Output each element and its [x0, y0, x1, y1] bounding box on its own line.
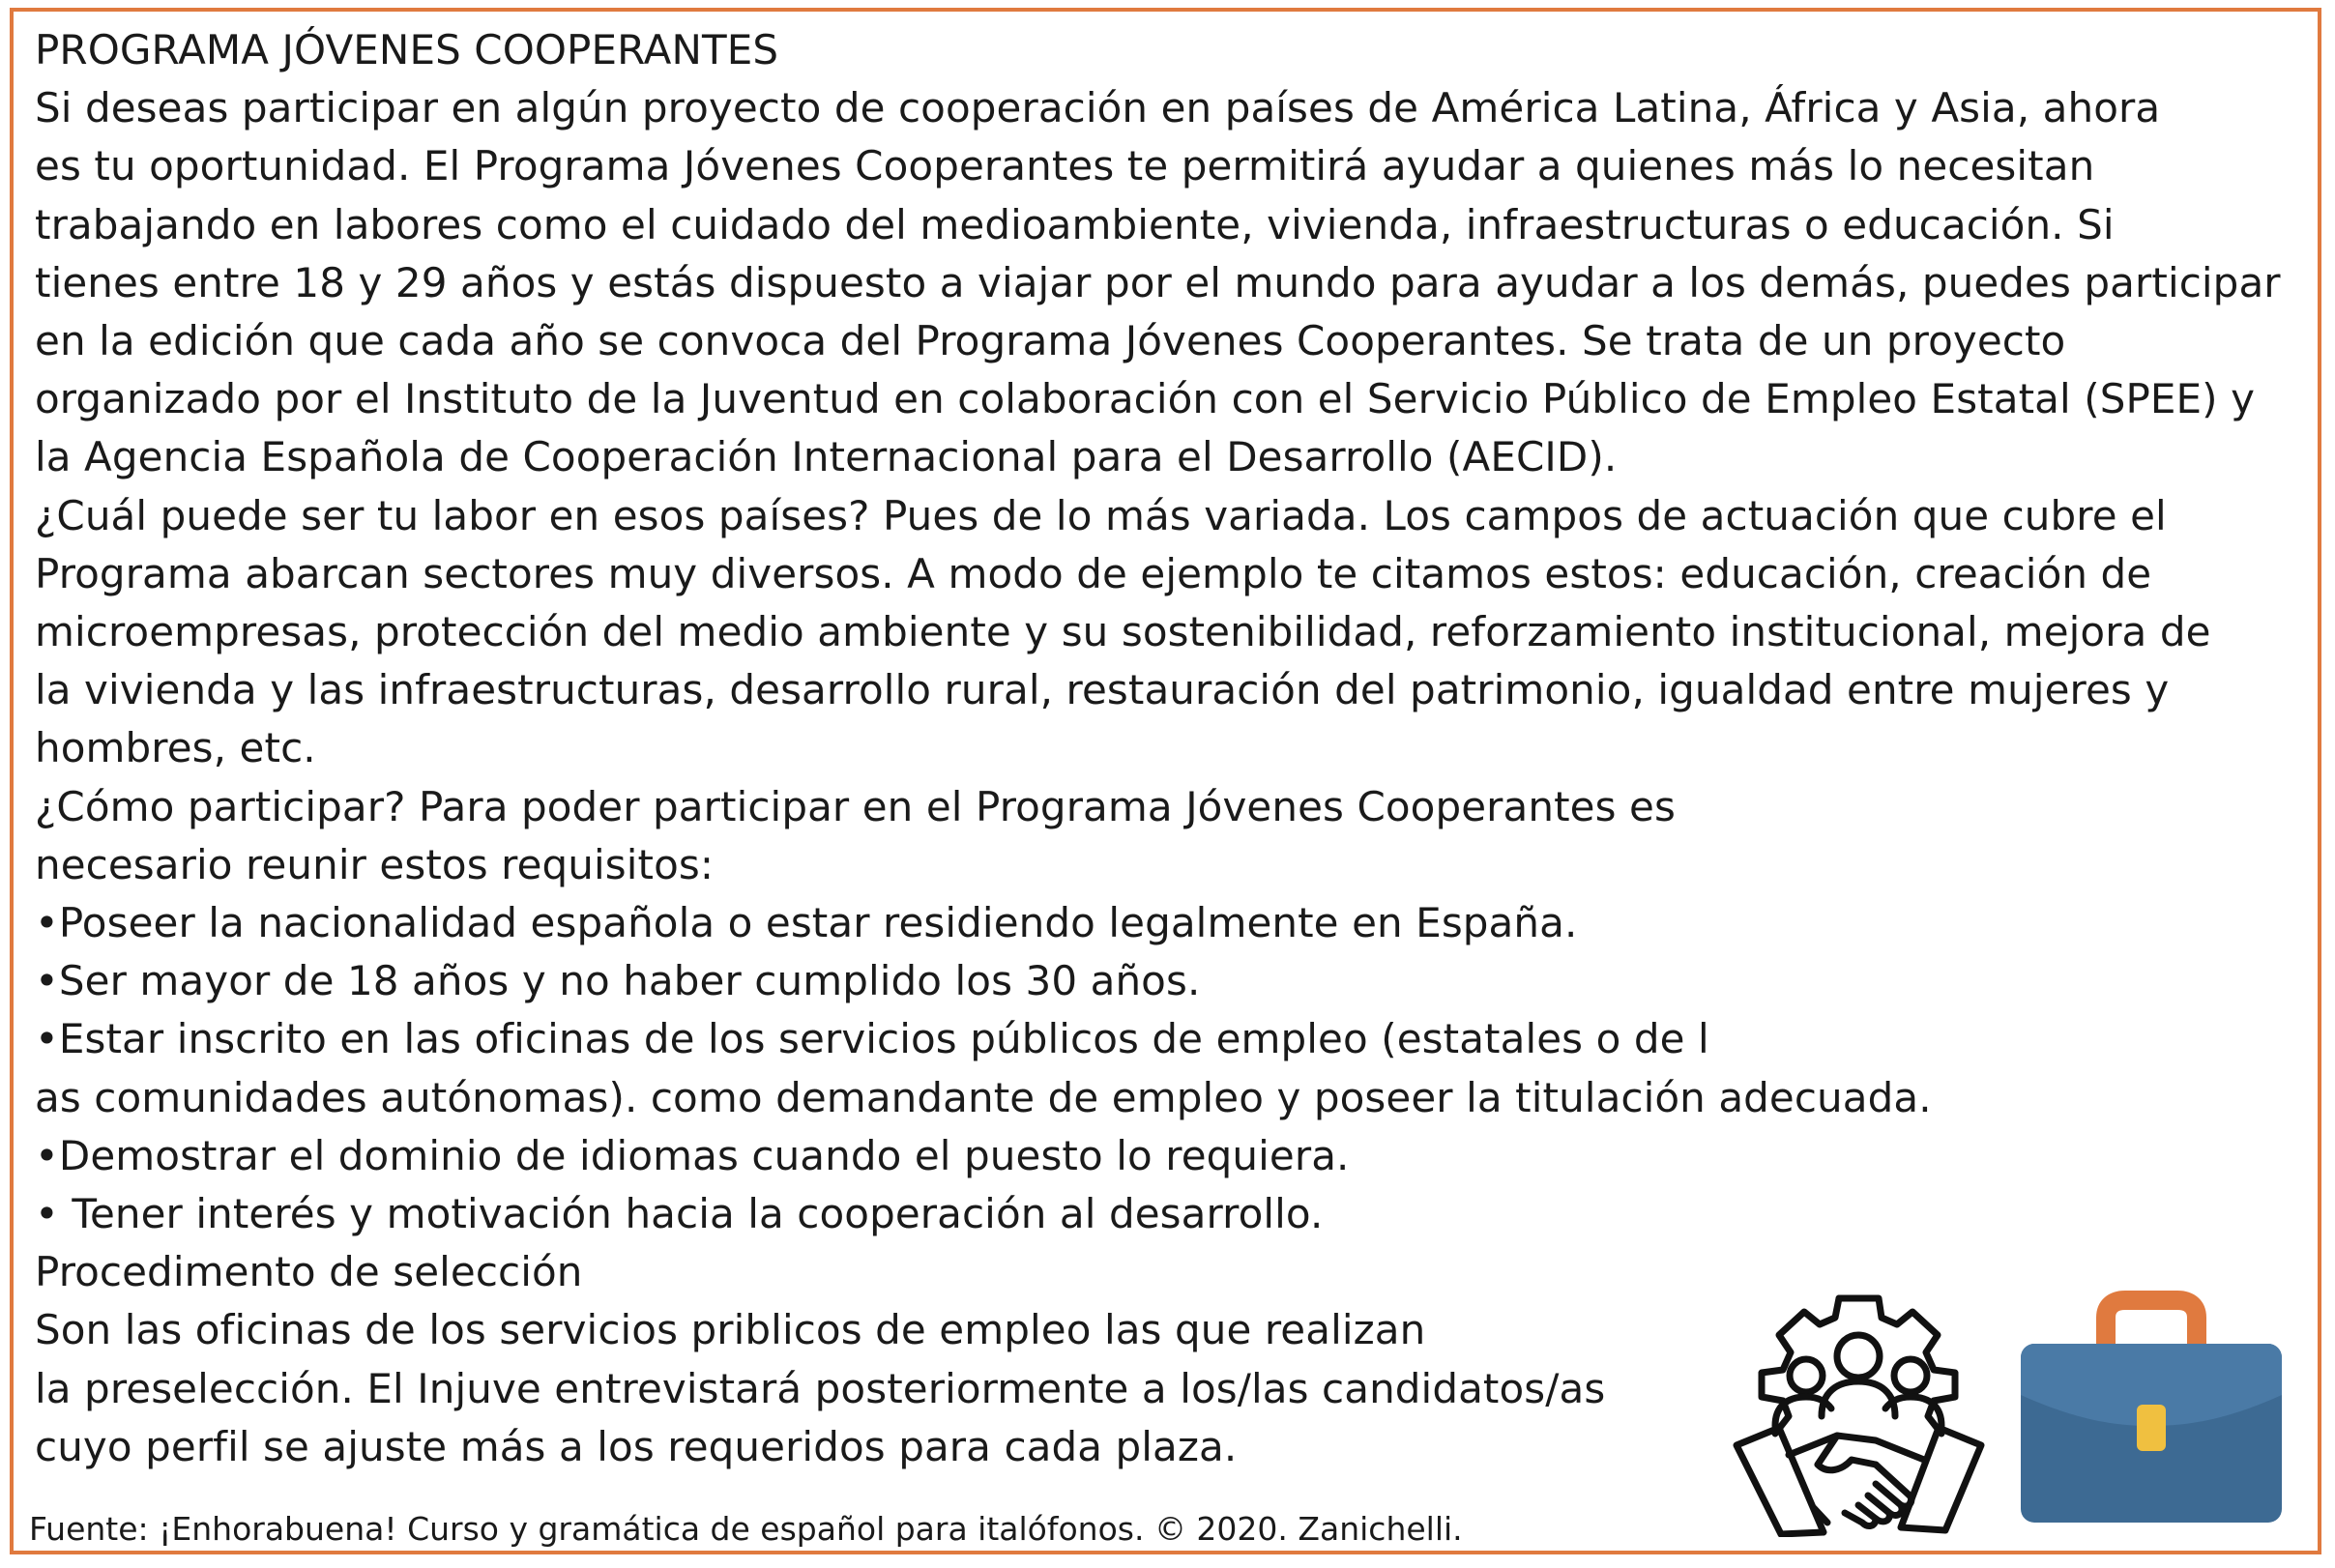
- labor-line-1: ¿Cuál puede ser tu labor en esos países? Pues de lo más variada. Los campos de actuación que cubre el: [35, 491, 2167, 539]
- selection-heading: Procedimento de selección: [35, 1248, 583, 1296]
- selection-line-1: Son las oficinas de los servicios priblicos de empleo las que realizan: [35, 1306, 1426, 1354]
- intro-line-6: organizado por el Instituto de la Juventud en colaboración con el Servicio Público de Empleo Estatal (SPEE) y: [35, 375, 2256, 423]
- labor-line-2: Programa abarcan sectores muy diversos. A modo de ejemplo te citamos estos: educación, creación de: [35, 549, 2152, 597]
- selection-line-3: cuyo perfil se ajuste más a los requeridos para cada plaza.: [35, 1422, 1238, 1470]
- intro-line-5: en la edición que cada año se convoca del Programa Jóvenes Cooperantes. Se trata de un proyecto: [35, 317, 2066, 365]
- intro-line-3: trabajando en labores como el cuidado del medioambiente, vivienda, infraestructuras o educación. Si: [35, 200, 2115, 248]
- labor-line-3: microempresas, protección del medio ambiente y su sostenibilidad, reforzamiento institucional, mejora de: [35, 608, 2211, 656]
- source-citation: Fuente: ¡Enhorabuena! Curso y gramática de español para italófonos. © 2020. Zanichelli.: [29, 1510, 1463, 1548]
- labor-line-5: hombres, etc.: [35, 724, 316, 772]
- intro-line-7: la Agencia Española de Cooperación Internacional para el Desarrollo (AECID).: [35, 433, 1618, 481]
- intro-line-1: Si deseas participar en algún proyecto de cooperación en países de América Latina, África y Asia, ahora: [35, 84, 2161, 132]
- intro-line-2: es tu oportunidad. El Programa Jóvenes Cooperantes te permitirá ayudar a quienes más lo necesitan: [35, 142, 2095, 190]
- article-body: [35, 21, 2317, 1476]
- requirement-item: •Demostrar el dominio de idiomas cuando el puesto lo requiera.: [35, 1131, 1350, 1179]
- requirement-item: •Estar inscrito en las oficinas de los servicios públicos de empleo (estatales o de l: [35, 1015, 1709, 1063]
- selection-line-2: la preselección. El Injuve entrevistará posteriormente a los/las candidatos/as: [35, 1364, 1606, 1412]
- team-handshake-icon: [1731, 1281, 1987, 1537]
- requirement-item: • Tener interés y motivación hacia la cooperación al desarrollo.: [35, 1190, 1324, 1238]
- intro-line-4: tienes entre 18 y 29 años y estás dispuesto a viajar por el mundo para ayudar a los demás, puedes participar: [35, 258, 2281, 306]
- labor-line-4: la vivienda y las infraestructuras, desarrollo rural, restauración del patrimonio, igualdad entre mujeres y: [35, 666, 2170, 714]
- briefcase-icon: [2021, 1291, 2282, 1523]
- requirement-item-continued: as comunidades autónomas). como demandante de empleo y poseer la titulación adecuada.: [35, 1073, 1932, 1121]
- participate-line-2: necesario reunir estos requisitos:: [35, 840, 715, 888]
- requirement-item: •Ser mayor de 18 años y no haber cumplido los 30 años.: [35, 957, 1201, 1005]
- article-title: PROGRAMA JÓVENES COOPERANTES: [35, 26, 779, 73]
- requirement-item: •Poseer la nacionalidad española o estar residiendo legalmente en España.: [35, 899, 1578, 947]
- participate-line-1: ¿Cómo participar? Para poder participar en el Programa Jóvenes Cooperantes es: [35, 782, 1676, 830]
